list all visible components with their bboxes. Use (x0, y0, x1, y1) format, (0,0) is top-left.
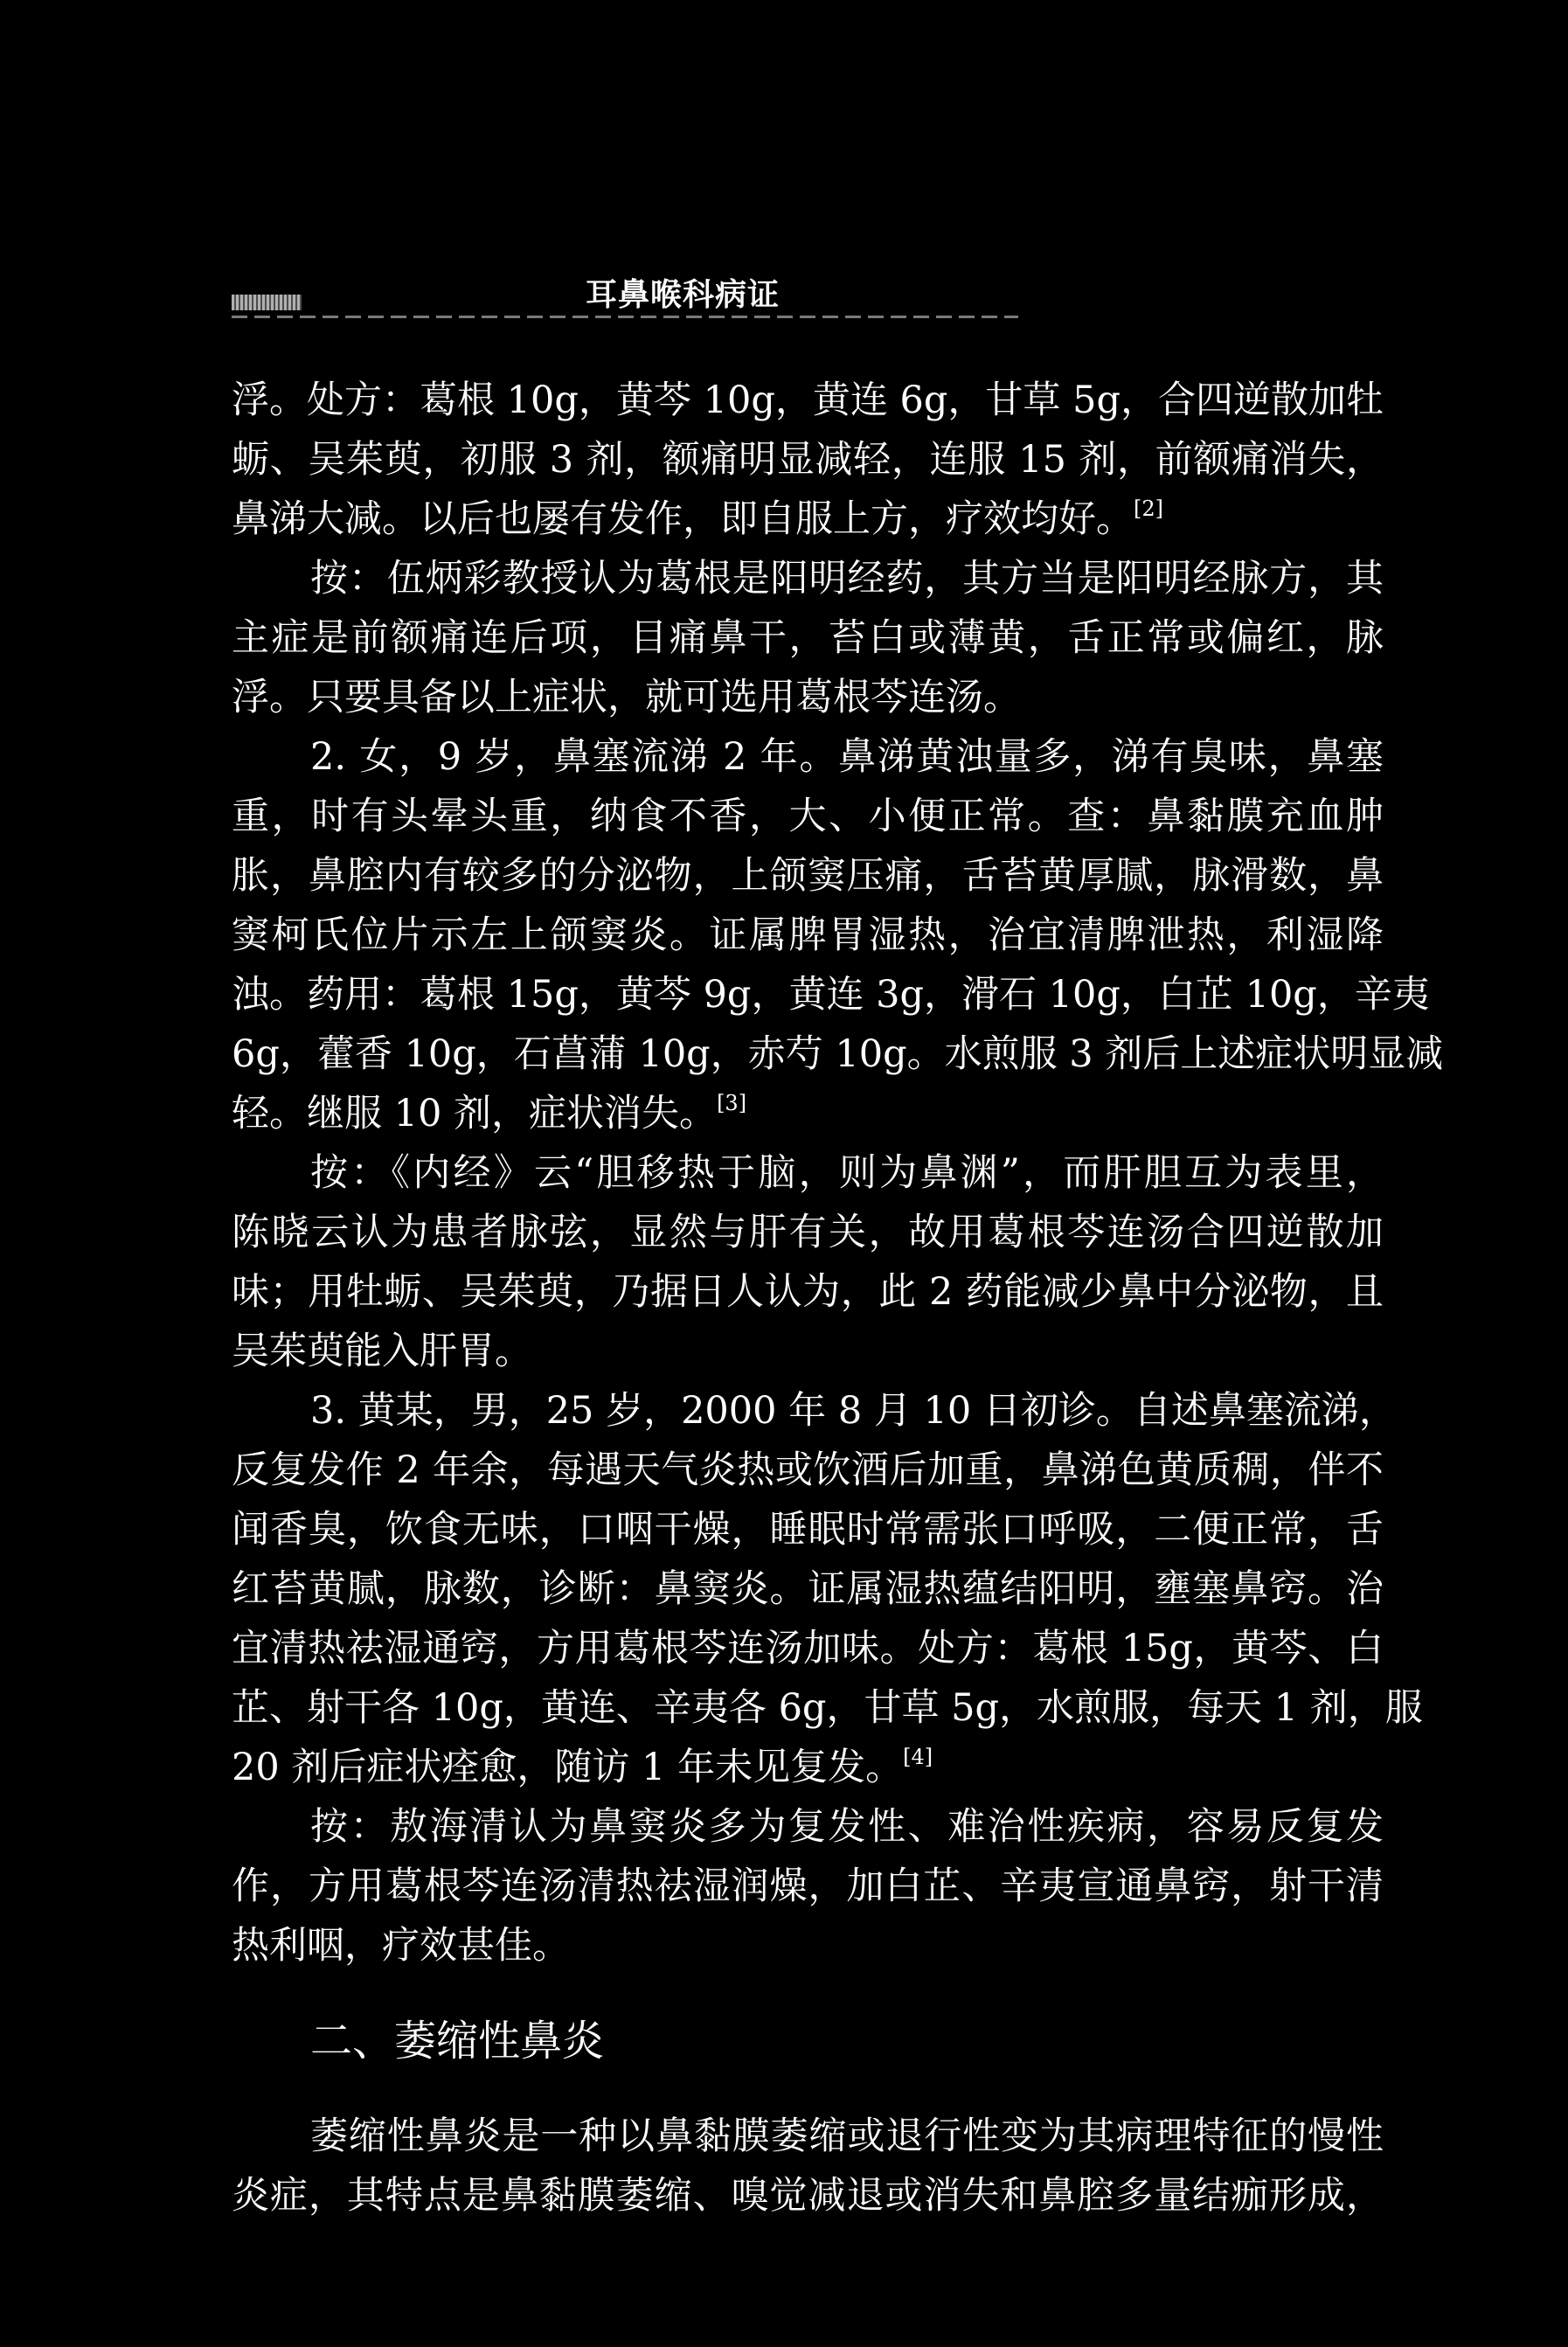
text-line: 陈晓云认为患者脉弦，显然与肝有关，故用葛根芩连汤合四逆散加 (232, 1211, 1384, 1254)
text-line: 按：敖海清认为鼻窦炎多为复发性、难治性疾病，容易反复发 (310, 1805, 1384, 1849)
text-line (232, 668, 1384, 727)
text-line: 宜清热祛湿通窍，方用葛根芩连汤加味。处方：葛根 15g，黄芩、白 (232, 1627, 1384, 1670)
text-line (232, 1084, 1384, 1143)
line-text: 吴茱萸能入肝胃。 (232, 1330, 532, 1373)
text-line: 萎缩性鼻炎是一种以鼻黏膜萎缩或退行性变为其病理特征的慢性 (310, 2114, 1384, 2158)
body-text (232, 371, 1444, 2225)
text-line (232, 1916, 1384, 1976)
header-rule (232, 316, 1018, 318)
text-line: 作，方用葛根芩连汤清热祛湿润燥，加白芷、辛夷宣通鼻窍，射干清 (232, 1864, 1384, 1908)
paragraph (232, 1143, 1384, 1381)
text-line: 窦柯氏位片示左上颌窦炎。证属脾胃湿热，治宜清脾泄热，利湿降 (232, 913, 1384, 957)
text-line: 3. 黄某，男，25 岁，2000 年 8 月 10 日初诊。自述鼻塞流涕， (310, 1389, 1397, 1433)
text-line (232, 1738, 1384, 1797)
text-line: 胀，鼻腔内有较多的分泌物，上颌窦压痛，舌苔黄厚腻，脉滑数，鼻 (232, 854, 1384, 898)
line-text: 鼻涕大减。以后也屡有发作，即自服上方，疗效均好。 (232, 497, 1134, 541)
running-header (232, 275, 1018, 319)
line-text: 轻。继服 10 剂，症状消失。 (232, 1092, 718, 1135)
text-line: 按：伍炳彩教授认为葛根是阳明经药，其方当是阳明经脉方，其 (310, 557, 1384, 601)
text-line: 味；用牡蛎、吴茱萸，乃据日人认为，此 2 药能减少鼻中分泌物，且 (232, 1270, 1384, 1314)
section-heading: 二、萎缩性鼻炎 (310, 2017, 605, 2066)
text-line: 炎症，其特点是鼻黏膜萎缩、嗅觉减退或消失和鼻腔多量结痂形成， (232, 2174, 1384, 2218)
text-line: 浮。处方：葛根 10g，黄芩 10g，黄连 6g，甘草 5g，合四逆散加牡 (232, 378, 1384, 422)
spacer (232, 2089, 1384, 2107)
text-line: 芷、射干各 10g，黄连、辛夷各 6g，甘草 5g，水煎服，每天 1 剂，服 (232, 1686, 1423, 1730)
text-line (232, 1322, 1384, 1381)
text-line: 6g，藿香 10g，石菖蒲 10g，赤芍 10g。水煎服 3 剂后上述症状明显减 (232, 1032, 1444, 1076)
paragraph (232, 1381, 1423, 1797)
text-line: 重，时有头晕头重，纳食不香，大、小便正常。查：鼻黏膜充血肿 (232, 795, 1384, 838)
text-line: 浊。药用：葛根 15g，黄芩 9g，黄连 3g，滑石 10g，白芷 10g，辛夷 (232, 973, 1430, 1017)
paragraph (232, 371, 1384, 549)
line-text: 20 剂后症状痊愈，随访 1 年未见复发。 (232, 1746, 904, 1789)
paragraph (232, 2107, 1384, 2225)
page-number-mark (232, 295, 302, 310)
line-text: 浮。只要具备以上症状，就可选用葛根芩连汤。 (232, 676, 1021, 719)
text-line: 主症是前额痛连后项，目痛鼻干，苔白或薄黄，舌正常或偏红，脉 (232, 616, 1384, 660)
text-line: 闻香臭，饮食无味，口咽干燥，睡眠时常需张口呼吸，二便正常，舌 (232, 1508, 1384, 1552)
paragraph (232, 549, 1384, 727)
reference-mark: [4] (903, 1745, 933, 1769)
running-title: 耳鼻喉科病证 (586, 277, 781, 313)
text-line (232, 490, 1384, 549)
paragraph (232, 727, 1444, 1143)
text-line: 反复发作 2 年余，每遇天气炎热或饮酒后加重，鼻涕色黄质稠，伴不 (232, 1448, 1384, 1492)
spacer (232, 1976, 1384, 1993)
text-line: 按：《内经》云“胆移热于脑，则为鼻渊”，而肝胆互为表里， (310, 1151, 1384, 1195)
text-line: 蛎、吴茱萸，初服 3 剂，额痛明显减轻，连服 15 剂，前额痛消失， (232, 438, 1384, 482)
text-line: 2. 女，9 岁，鼻塞流涕 2 年。鼻涕黄浊量多，涕有臭味，鼻塞 (310, 735, 1384, 779)
paragraph (232, 1797, 1384, 1976)
reference-mark: [3] (717, 1091, 747, 1115)
reference-mark: [2] (1134, 496, 1163, 521)
text-line: 红苔黄腻，脉数，诊断：鼻窦炎。证属湿热蕴结阳明，壅塞鼻窍。治 (232, 1567, 1384, 1611)
line-text: 热利咽，疗效甚佳。 (232, 1924, 570, 1968)
